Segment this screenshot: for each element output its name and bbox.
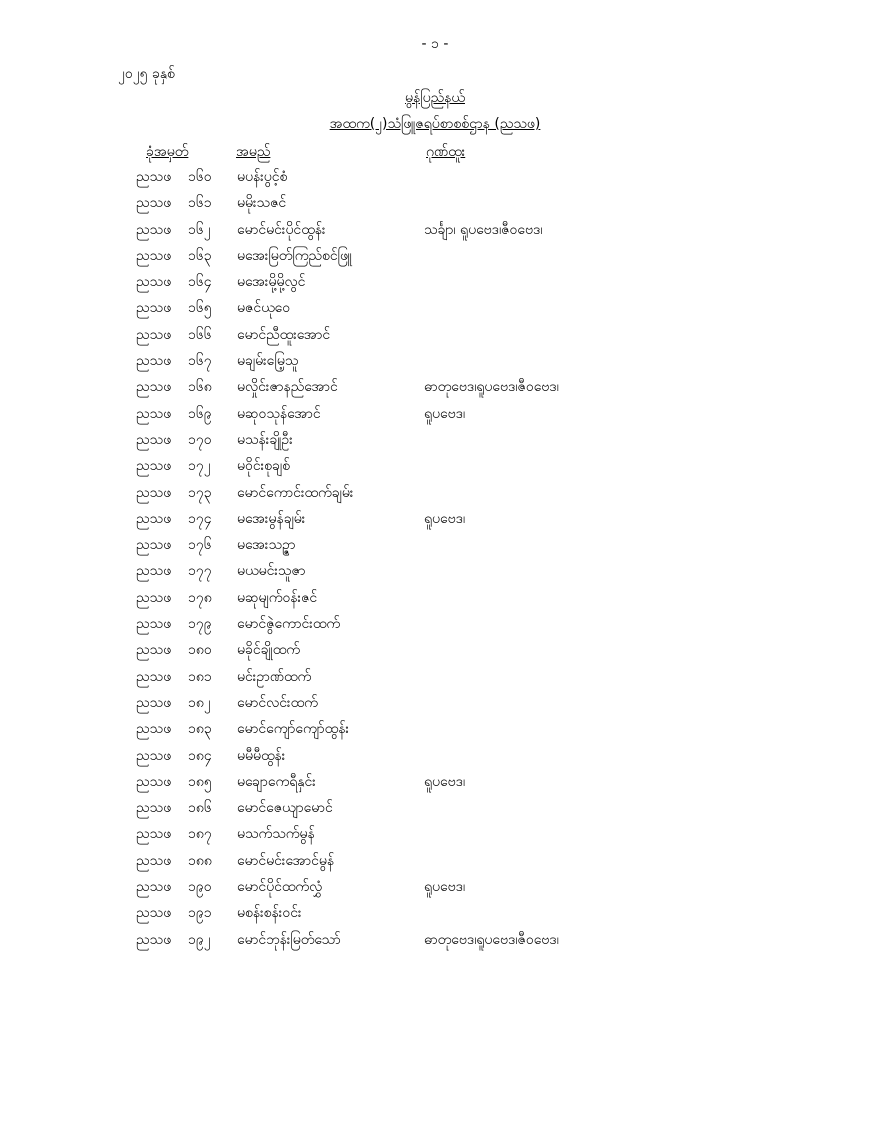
table-row — [0, 453, 870, 479]
table-row — [0, 348, 870, 374]
page-number: - ၁ - — [421, 36, 449, 52]
table-row — [0, 506, 870, 532]
row-prefix: ညသဖ — [136, 905, 172, 922]
row-prefix: ညသဖ — [136, 405, 172, 422]
student-name: မောင်ပိုင်ထက်လွှံ — [237, 879, 323, 896]
year-label: ၂၀၂၅ ခုနှစ် — [118, 66, 175, 82]
table-row — [0, 927, 870, 953]
row-prefix: ညသဖ — [136, 879, 172, 896]
row-prefix: ညသဖ — [136, 484, 172, 501]
table-row — [0, 401, 870, 427]
student-name: မောင်ကျော်ကျော်ထွန်း — [237, 721, 349, 738]
row-prefix: ညသဖ — [136, 458, 172, 475]
distinction-note: ဓာတုဗေဒ၊ရူပဗေဒ၊ဇီဝဗေဒ၊ — [424, 931, 559, 948]
row-prefix: ညသဖ — [136, 931, 172, 948]
seat-number: ၁၈၅ — [188, 773, 212, 790]
table-row — [0, 558, 870, 584]
row-prefix: ညသဖ — [136, 353, 172, 370]
distinction-note: ရူပဗေဒ၊ — [424, 773, 466, 790]
student-name: မသန်းချိုဦး — [237, 431, 293, 448]
seat-number: ၁၈၃ — [188, 721, 212, 738]
student-name: မောင်ညီထူးအောင် — [237, 326, 331, 343]
seat-number: ၁၈၄ — [188, 747, 212, 764]
seat-number: ၁၆၄ — [188, 274, 212, 291]
table-row — [0, 821, 870, 847]
student-name: မင်းဥာဏ်ထက် — [237, 668, 312, 685]
student-name: မောင်မင်းပိုင်ထွန်း — [237, 221, 326, 238]
student-name: မောင်မင်းအောင်မွန် — [237, 852, 335, 869]
row-prefix: ညသဖ — [136, 800, 172, 817]
table-row — [0, 164, 870, 190]
row-prefix: ညသဖ — [136, 169, 172, 185]
header-distinction: ဂုဏ်ထူး — [426, 144, 466, 160]
row-prefix: ညသဖ — [136, 510, 172, 527]
row-prefix: ညသဖ — [136, 326, 172, 343]
seat-number: ၁၈၈ — [188, 852, 212, 869]
table-row — [0, 611, 870, 637]
seat-number: ၁၇၉ — [188, 616, 212, 633]
row-prefix: ညသဖ — [136, 379, 172, 396]
row-prefix: ညသဖ — [136, 563, 172, 580]
table-row — [0, 217, 870, 243]
seat-number: ၁၆၂ — [188, 221, 211, 238]
seat-number: ၁၇၆ — [188, 537, 212, 554]
student-name: မအေးမွန်ချမ်း — [237, 510, 306, 527]
student-name: မအေးသဉ္ဇာ — [237, 537, 296, 554]
table-row — [0, 716, 870, 742]
student-name: မစန်းစန်းဝင်း — [237, 905, 302, 922]
row-prefix: ညသဖ — [136, 642, 172, 659]
row-prefix: ညသဖ — [136, 616, 172, 633]
seat-number: ၁၉၂ — [188, 931, 211, 948]
table-row — [0, 374, 870, 400]
seat-number: ၁၇၃ — [188, 484, 212, 501]
seat-number: ၁၉၁ — [188, 905, 212, 922]
student-name: မပန်းပွင့်စံ — [237, 169, 288, 185]
row-prefix: ညသဖ — [136, 747, 172, 764]
seat-number: ၁၈၆ — [188, 800, 212, 817]
row-prefix: ညသဖ — [136, 826, 172, 843]
row-prefix: ညသဖ — [136, 721, 172, 738]
student-name: မအေးမြတ်ကြည်စင်ဖြူ — [237, 247, 353, 264]
seat-number: ၁၆၈ — [188, 379, 212, 396]
seat-number: ၁၈၁ — [188, 668, 212, 685]
distinction-note: သင်္ချာ၊ ရူပဗေဒ၊ဇီဝဗေဒ၊ — [424, 221, 543, 238]
seat-number: ၁၈၂ — [188, 694, 211, 711]
student-name: မလှိုင်းဇာနည်အောင် — [237, 379, 338, 396]
student-name: မဝိုင်းစုချစ် — [237, 458, 291, 475]
seat-number: ၁၆၃ — [188, 247, 212, 264]
table-row — [0, 322, 870, 348]
row-prefix: ညသဖ — [136, 195, 172, 212]
seat-number: ၁၆၅ — [188, 300, 212, 317]
student-name: မမိုးသဇင် — [237, 195, 287, 212]
table-row — [0, 900, 870, 926]
seat-number: ၁၆၆ — [188, 326, 212, 343]
seat-number: ၁၈၇ — [188, 826, 212, 843]
student-name: မမီမီထွန်း — [237, 747, 286, 764]
table-row — [0, 743, 870, 769]
student-name: မအေးမို့မို့လွင် — [237, 274, 306, 291]
row-prefix: ညသဖ — [136, 431, 172, 448]
seat-number: ၁၆၁ — [188, 195, 212, 212]
row-prefix: ညသဖ — [136, 274, 172, 291]
student-name: မောင်လင်းထက် — [237, 694, 318, 711]
table-row — [0, 637, 870, 663]
table-row — [0, 769, 870, 795]
seat-number: ၁၆၉ — [188, 405, 212, 422]
row-prefix: ညသဖ — [136, 537, 172, 554]
table-row — [0, 190, 870, 216]
row-prefix: ညသဖ — [136, 589, 172, 606]
row-prefix: ညသဖ — [136, 247, 172, 264]
student-name: မဆုမျက်ဝန်းဇင် — [237, 589, 318, 606]
table-row — [0, 295, 870, 321]
student-name: မသက်သက်မွန် — [237, 826, 315, 843]
table-row — [0, 848, 870, 874]
region-title: မွန်ပြည်နယ် — [405, 90, 465, 106]
seat-number: ၁၆၀ — [188, 169, 212, 185]
student-name: မချောကေရီနှင်း — [237, 773, 316, 790]
header-seat-number: ခုံအမှတ် — [146, 144, 189, 160]
student-name: မဆုဝသုန်အောင် — [237, 405, 321, 422]
row-prefix: ညသဖ — [136, 694, 172, 711]
seat-number: ၁၇၇ — [188, 563, 212, 580]
row-prefix: ညသဖ — [136, 773, 172, 790]
seat-number: ၁၉၀ — [188, 879, 212, 896]
seat-number: ၁၇၀ — [188, 431, 212, 448]
row-prefix: ညသဖ — [136, 221, 172, 238]
row-prefix: ညသဖ — [136, 300, 172, 317]
student-name: မောင်ဇေယျာမောင် — [237, 800, 333, 817]
student-name: မောင်ဇွဲကောင်းထက် — [237, 616, 341, 633]
table-row — [0, 269, 870, 295]
table-row — [0, 585, 870, 611]
table-row — [0, 664, 870, 690]
student-name: မောင်ကောင်းထက်ချမ်း — [237, 484, 354, 501]
distinction-note: ဓာတုဗေဒ၊ရူပဗေဒ၊ဇီဝဗေဒ၊ — [424, 379, 559, 396]
student-name: မောင်ဘုန်းမြတ်သော် — [237, 931, 341, 948]
distinction-note: ရူပဗေဒ၊ — [424, 510, 466, 527]
seat-number: ၁၆၇ — [188, 353, 212, 370]
student-name: မယမင်းသူဇာ — [237, 563, 306, 580]
row-prefix: ညသဖ — [136, 668, 172, 685]
header-name: အမည် — [236, 144, 271, 160]
table-row — [0, 243, 870, 269]
row-prefix: ညသဖ — [136, 852, 172, 869]
distinction-note: ရူပဗေဒ၊ — [424, 405, 466, 422]
seat-number: ၁၇၈ — [188, 589, 212, 606]
seat-number: ၁၇၄ — [188, 510, 212, 527]
table-row — [0, 427, 870, 453]
seat-number: ၁၈၀ — [188, 642, 212, 659]
table-row — [0, 480, 870, 506]
seat-number: ၁၇၂ — [188, 458, 211, 475]
student-name: မဇင်ယုဝေ — [237, 300, 291, 317]
table-row — [0, 532, 870, 558]
table-row — [0, 874, 870, 900]
results-list — [0, 164, 870, 953]
table-row — [0, 690, 870, 716]
student-name: မခိုင်ချိုထက် — [237, 642, 300, 659]
exam-center-title: အထက(၂)သံဖြူဇရပ်စာစစ်ဌာန (ညသဖ) — [329, 116, 541, 132]
distinction-note: ရူပဗေဒ၊ — [424, 879, 466, 896]
table-row — [0, 795, 870, 821]
student-name: မချမ်းမြေ့သူ — [237, 353, 299, 370]
